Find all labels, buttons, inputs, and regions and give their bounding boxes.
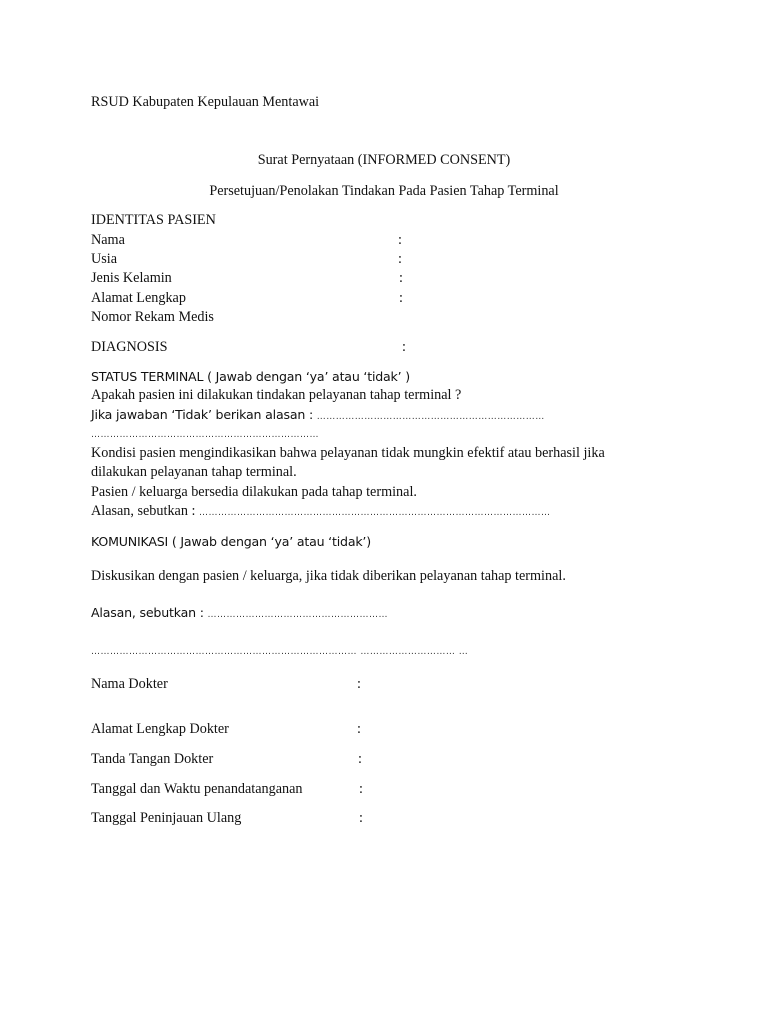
status-reason-blank-2: ……………………………………………………………… — [91, 430, 319, 440]
field-colon: : — [359, 810, 363, 826]
field-label-rekam-medis: Nomor Rekam Medis — [91, 309, 214, 325]
doctor-field-tanggal-waktu: Tanggal dan Waktu penandatanganan — [91, 781, 303, 797]
status-alasan-blank: ………………………………………………………………………………………………… — [198, 508, 551, 518]
field-colon: : — [399, 270, 403, 286]
komunikasi-question: Diskusikan dengan pasien / keluarga, jika tidak diberikan pelayanan tahap terminal. — [91, 568, 566, 584]
komunikasi-alasan-label: Alasan, sebutkan : — [91, 605, 208, 620]
komunikasi-alasan-line — [91, 603, 388, 626]
status-alasan-line — [91, 502, 550, 524]
hospital-name: RSUD Kabupaten Kepulauan Mentawai — [91, 94, 320, 110]
doctor-field-tanda-tangan: Tanda Tangan Dokter — [91, 751, 214, 767]
field-label-nama: Nama — [91, 232, 125, 248]
field-colon: : — [357, 676, 361, 692]
komunikasi-alasan-blank-2: ………………………………………………………………………… ………………………… … — [91, 647, 469, 657]
doctor-field-tanggal-peninjauan: Tanggal Peninjauan Ulang — [91, 810, 242, 826]
status-reason-label: Jika jawaban ‘Tidak’ berikan alasan : — [91, 407, 317, 422]
identity-heading: IDENTITAS PASIEN — [91, 212, 216, 228]
field-colon: : — [358, 751, 362, 767]
status-terminal-heading: STATUS TERMINAL ( Jawab dengan ‘ya’ atau ‘tidak’ ) — [91, 369, 410, 384]
form-title: Surat Pernyataan (INFORMED CONSENT) — [257, 152, 511, 168]
field-colon: : — [398, 232, 402, 248]
komunikasi-heading: KOMUNIKASI ( Jawab dengan ‘ya’ atau ‘tidak’) — [91, 534, 371, 549]
field-colon: : — [359, 781, 363, 797]
form-subtitle: Persetujuan/Penolakan Tindakan Pada Pasien Tahap Terminal — [209, 183, 559, 199]
status-question-2-line2: dilakukan pelayanan tahap terminal. — [91, 464, 297, 480]
field-colon: : — [357, 721, 361, 737]
field-colon: : — [402, 339, 406, 355]
status-question-1: Apakah pasien ini dilakukan tindakan pelayanan tahap terminal ? — [91, 387, 462, 403]
status-reason-line — [91, 405, 545, 428]
status-question-2-line1: Kondisi pasien mengindikasikan bahwa pelayanan tidak mungkin efektif atau berhasil jika — [91, 445, 605, 461]
status-alasan-label: Alasan, sebutkan : — [91, 503, 199, 519]
komunikasi-alasan-blank: ………………………………………………… — [207, 610, 389, 620]
field-label-usia: Usia — [91, 251, 118, 267]
status-question-3: Pasien / keluarga bersedia dilakukan pada tahap terminal. — [91, 484, 417, 500]
doctor-field-nama: Nama Dokter — [91, 676, 168, 692]
doctor-field-alamat: Alamat Lengkap Dokter — [91, 721, 229, 737]
field-colon: : — [398, 251, 402, 267]
field-label-jenis-kelamin: Jenis Kelamin — [91, 270, 172, 286]
status-reason-blank: ……………………………………………………………… — [316, 412, 545, 422]
diagnosis-label: DIAGNOSIS — [91, 339, 168, 355]
field-colon: : — [399, 290, 403, 306]
field-label-alamat: Alamat Lengkap — [91, 290, 186, 306]
